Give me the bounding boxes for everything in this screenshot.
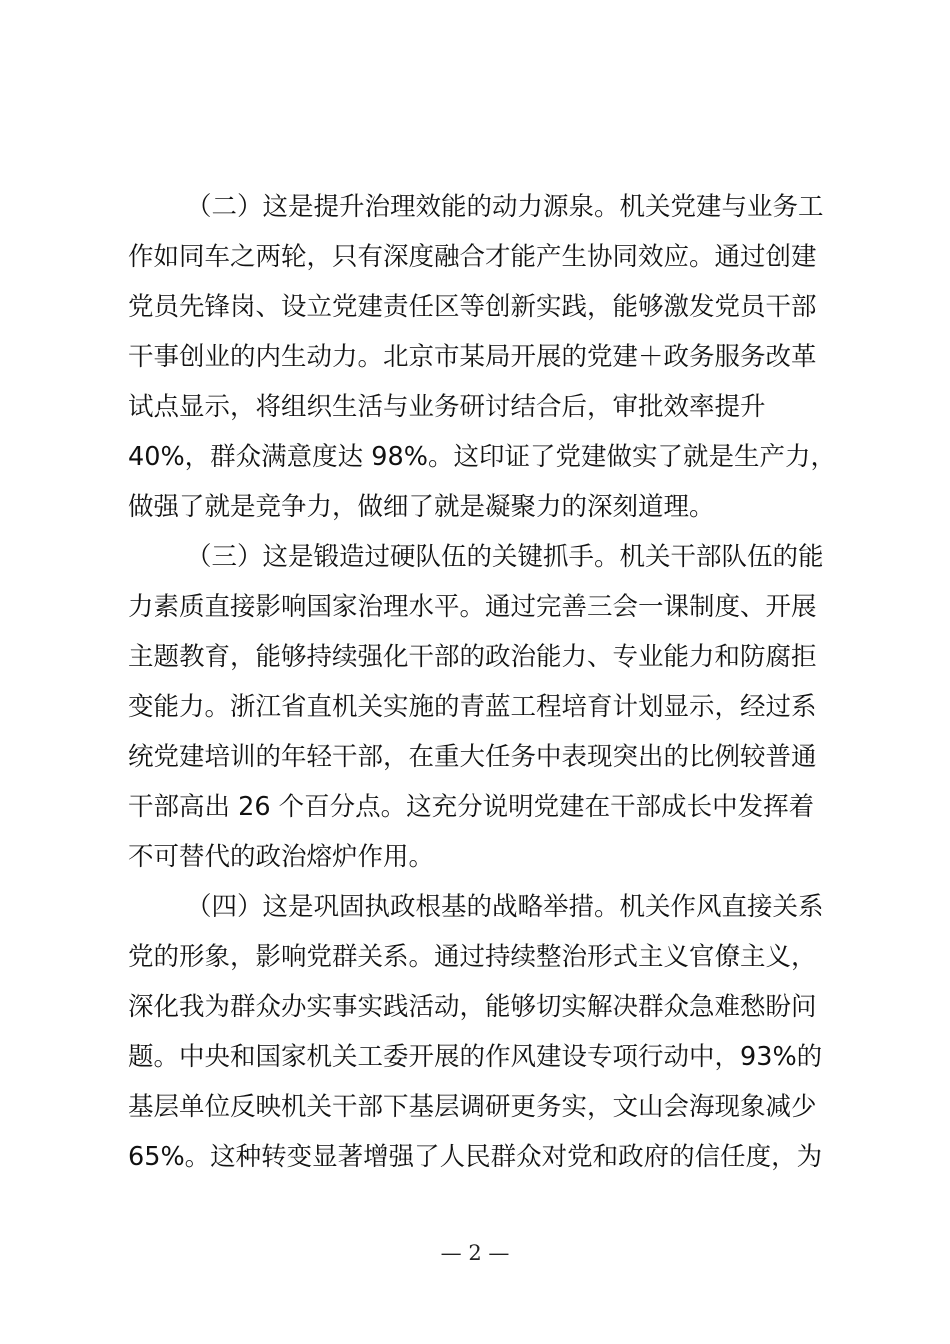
paragraph-line: 主题教育，能够持续强化干部的政治能力、专业能力和防腐拒	[128, 642, 817, 672]
paragraph-line: 40%，群众满意度达 98%。这印证了党建做实了就是生产力，	[128, 442, 836, 472]
paragraph-line: 做强了就是竞争力，做细了就是凝聚力的深刻道理。	[128, 492, 715, 522]
paragraph-line: 力素质直接影响国家治理水平。通过完善三会一课制度、开展	[128, 592, 817, 622]
paragraph-line: 试点显示，将组织生活与业务研讨结合后，审批效率提升	[128, 392, 766, 422]
paragraph-line: （二）这是提升治理效能的动力源泉。机关党建与业务工	[186, 192, 824, 222]
paragraph-line: 题。中央和国家机关工委开展的作风建设专项行动中，93%的	[128, 1042, 823, 1072]
paragraph-line: 党员先锋岗、设立党建责任区等创新实践，能够激发党员干部	[128, 292, 817, 322]
paragraph-line: 基层单位反映机关干部下基层调研更务实，文山会海现象减少	[128, 1092, 817, 1122]
page-number: — 2 —	[440, 1241, 510, 1265]
paragraph-line: （三）这是锻造过硬队伍的关键抓手。机关干部队伍的能	[186, 542, 824, 572]
paragraph-line: 深化我为群众办实事实践活动，能够切实解决群众急难愁盼问	[128, 992, 817, 1022]
paragraph-line: 65%。这种转变显著增强了人民群众对党和政府的信任度，为	[128, 1142, 823, 1172]
paragraph-line: 党的形象，影响党群关系。通过持续整治形式主义官僚主义，	[128, 942, 817, 972]
paragraph-line: 统党建培训的年轻干部，在重大任务中表现突出的比例较普通	[128, 742, 817, 772]
paragraph-line: 作如同车之两轮，只有深度融合才能产生协同效应。通过创建	[128, 242, 817, 272]
paragraph-line: 干部高出 26 个百分点。这充分说明党建在干部成长中发挥着	[128, 792, 815, 822]
paragraph-line: 干事创业的内生动力。北京市某局开展的党建＋政务服务改革	[128, 342, 817, 372]
paragraph-line: （四）这是巩固执政根基的战略举措。机关作风直接关系	[186, 892, 824, 922]
paragraph-line: 变能力。浙江省直机关实施的青蓝工程培育计划显示，经过系	[128, 692, 817, 722]
paragraph-line: 不可替代的政治熔炉作用。	[128, 842, 435, 872]
